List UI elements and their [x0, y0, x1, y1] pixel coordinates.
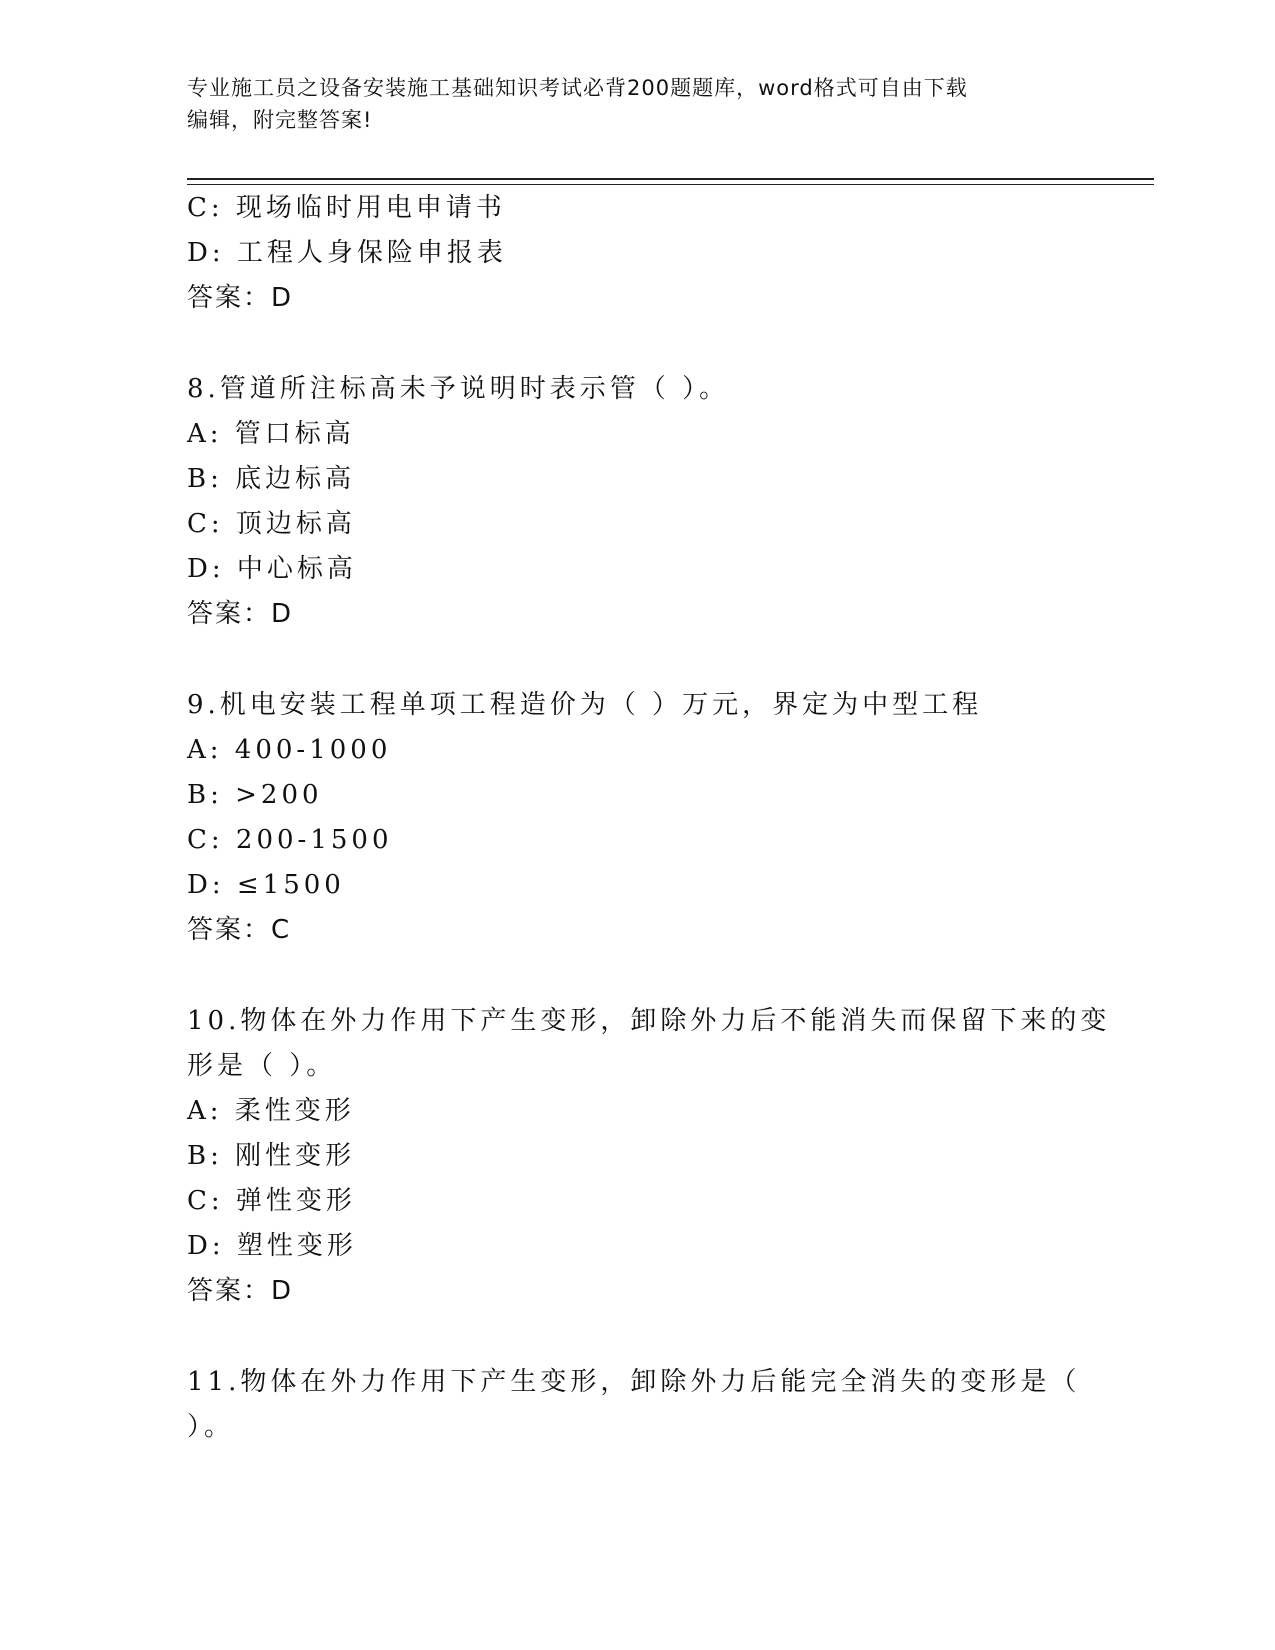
question-11-stem-line-1: 11.物体在外力作用下产生变形，卸除外力后能完全消失的变形是（	[187, 1367, 1081, 1397]
question-9-option-c: C: 200-1500	[187, 825, 393, 855]
question-8-stem: 8.管道所注标高未予说明时表示管（ ）。	[187, 374, 730, 404]
header-title-line-1: 专业施工员之设备安装施工基础知识考试必背200题题库，word格式可自由下载	[187, 76, 968, 100]
question-10-stem-line-1: 10.物体在外力作用下产生变形，卸除外力后不能消失而保留下来的变	[187, 1006, 1111, 1036]
question-9-answer: 答案：C	[187, 915, 292, 945]
document-header	[187, 72, 1087, 136]
question-10-stem-line-2: 形是（ ）。	[187, 1051, 337, 1081]
question-9-stem: 9.机电安装工程单项工程造价为（ ）万元，界定为中型工程	[187, 690, 983, 720]
prev-option-c: C: 现场临时用电申请书	[187, 193, 506, 223]
header-divider-thin	[187, 184, 1154, 185]
question-9-option-a: A: 400-1000	[187, 735, 392, 765]
question-10-option-c: C: 弹性变形	[187, 1186, 356, 1216]
question-10-answer: 答案：D	[187, 1276, 294, 1306]
question-8-option-b: B: 底边标高	[187, 464, 356, 494]
question-9-option-b: B: >200	[187, 780, 323, 810]
header-divider-thick	[187, 178, 1154, 180]
question-8-option-d: D: 中心标高	[187, 554, 357, 584]
question-10-option-d: D: 塑性变形	[187, 1231, 357, 1261]
question-10-option-b: B: 刚性变形	[187, 1141, 356, 1171]
question-10-option-a: A: 柔性变形	[187, 1096, 355, 1126]
question-8-answer: 答案：D	[187, 599, 294, 629]
question-8-option-c: C: 顶边标高	[187, 509, 356, 539]
question-8-option-a: A: 管口标高	[187, 419, 355, 449]
header-title-line-2: 编辑，附完整答案!	[187, 108, 373, 132]
prev-answer: 答案：D	[187, 283, 294, 313]
question-9-option-d: D: ≤1500	[187, 870, 345, 900]
prev-option-d: D: 工程人身保险申报表	[187, 238, 507, 268]
question-11-stem-line-2: ）。	[187, 1412, 235, 1442]
